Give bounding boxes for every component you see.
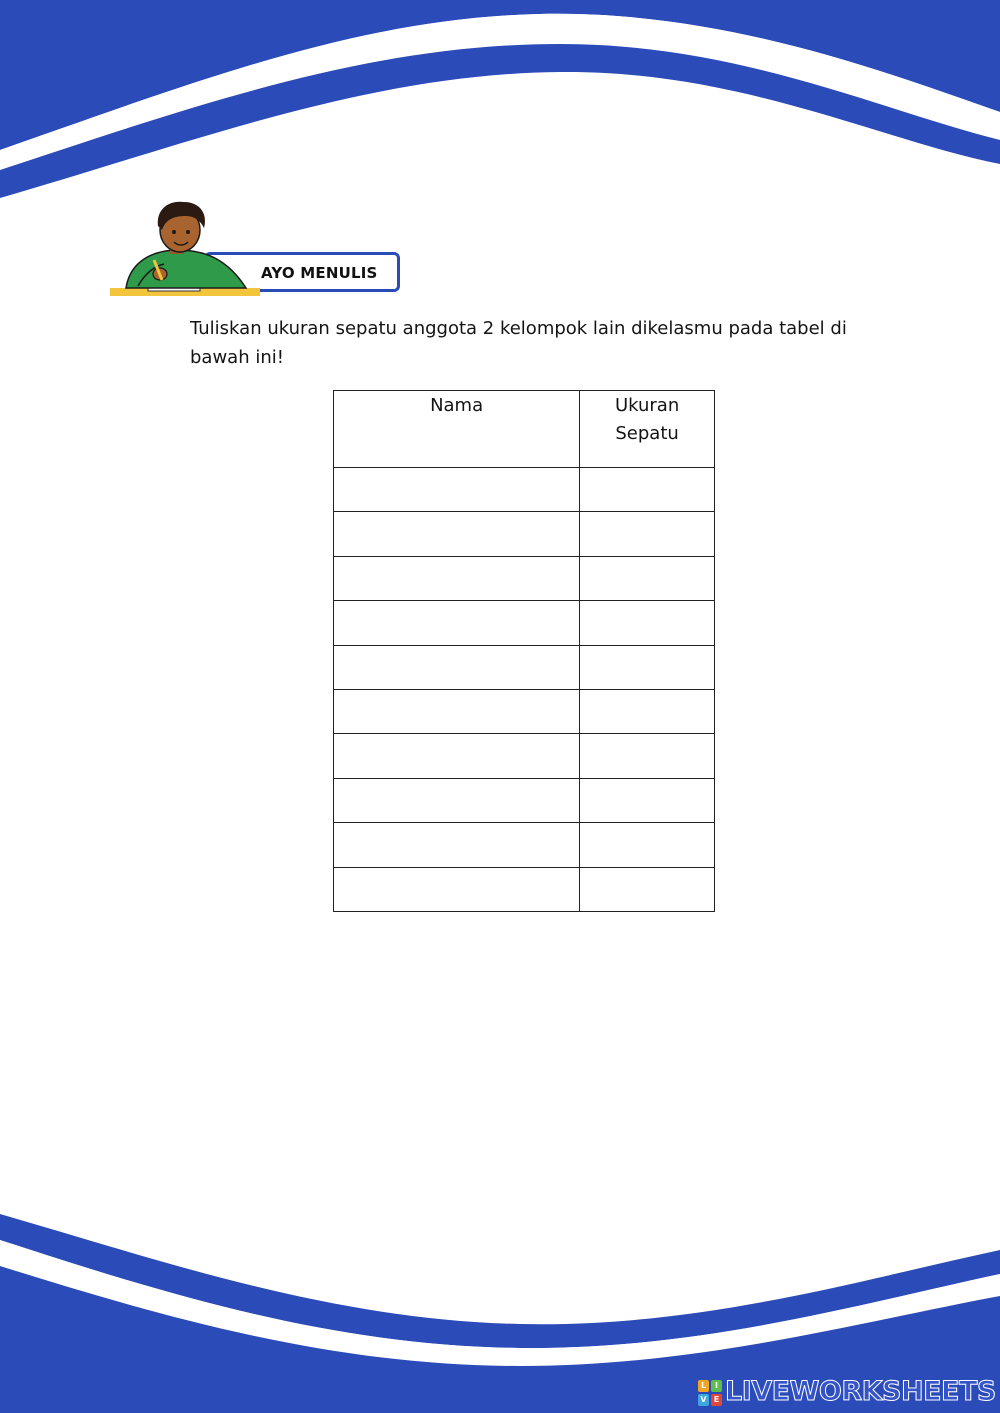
name-cell[interactable]	[334, 645, 580, 689]
liveworksheets-wordmark: LIVEWORKSHEETS	[725, 1376, 996, 1407]
table-row	[334, 734, 715, 778]
name-cell[interactable]	[334, 823, 580, 867]
shoe-size-cell[interactable]	[580, 867, 715, 911]
header-nama: Nama	[334, 391, 580, 468]
name-cell[interactable]	[334, 778, 580, 822]
section-badge-label: AYO MENULIS	[261, 264, 378, 282]
name-cell[interactable]	[334, 867, 580, 911]
table-header-row	[334, 391, 715, 468]
table-row	[334, 556, 715, 600]
table-row	[334, 601, 715, 645]
name-cell[interactable]	[334, 512, 580, 556]
shoe-size-table	[333, 390, 715, 912]
top-wave-decoration	[0, 0, 1000, 210]
shoe-size-cell[interactable]	[580, 734, 715, 778]
name-cell[interactable]	[334, 734, 580, 778]
instruction-text: Tuliskan ukuran sepatu anggota 2 kelompok lain dikelasmu pada tabel di bawah ini!	[190, 318, 847, 368]
shoe-size-cell[interactable]	[580, 601, 715, 645]
shoe-size-cell[interactable]	[580, 689, 715, 733]
shoe-size-cell[interactable]	[580, 645, 715, 689]
shoe-size-cell[interactable]	[580, 512, 715, 556]
name-cell[interactable]	[334, 556, 580, 600]
shoe-size-cell[interactable]	[580, 823, 715, 867]
student-writing-illustration	[108, 200, 268, 302]
liveworksheets-logo-icon: L I V E	[698, 1380, 722, 1406]
table-row	[334, 823, 715, 867]
shoe-size-cell[interactable]	[580, 556, 715, 600]
table-row	[334, 778, 715, 822]
shoe-size-cell[interactable]	[580, 468, 715, 512]
table-row	[334, 512, 715, 556]
name-cell[interactable]	[334, 689, 580, 733]
name-cell[interactable]	[334, 601, 580, 645]
name-cell[interactable]	[334, 468, 580, 512]
header-ukuran-sepatu: Ukuran Sepatu	[580, 391, 715, 468]
shoe-size-cell[interactable]	[580, 778, 715, 822]
table-row	[334, 689, 715, 733]
table-row	[334, 645, 715, 689]
liveworksheets-watermark	[698, 1376, 994, 1410]
table-row	[334, 468, 715, 512]
table-row	[334, 867, 715, 911]
